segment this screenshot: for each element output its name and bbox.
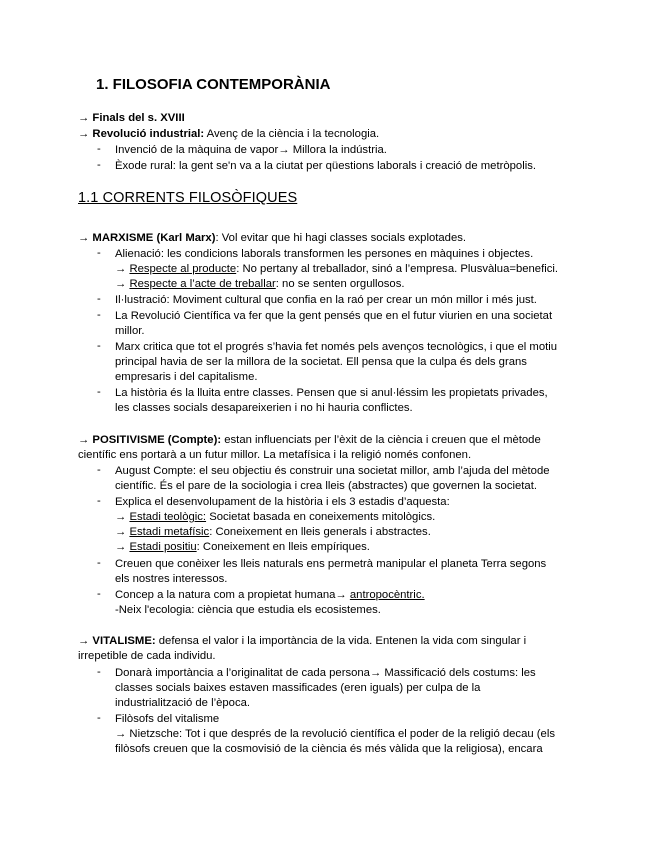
marxisme-heading xyxy=(78,231,466,246)
vitalisme-bullet-originalitat-l2: classes socials baixes estaven massificades (eren iguals) per culpa de la xyxy=(115,682,481,694)
positiu-term: Estadi positiu xyxy=(129,541,197,553)
vitalisme-nietzsche-l1: → Nietzsche: Tot i que després de la revolució científica el poder de la religió decau (els xyxy=(115,728,555,740)
bullet-dash: - xyxy=(97,143,101,155)
revolucio-label: → Revolució industrial: xyxy=(78,128,205,140)
intro-line-revolucio xyxy=(78,127,379,142)
vitalisme-bullet-filosofs: Filòsofs del vitalisme xyxy=(115,713,220,725)
marxisme-bullet-alienacio: Alienació: les condicions laborals transformen les persones en màquines i objectes. xyxy=(115,248,534,260)
positivisme-bullet-natura xyxy=(115,588,425,603)
marxisme-bullet-historia-l2: les classes socials desapareixerien i no hi hauria conflictes. xyxy=(115,402,413,414)
estadi-positiu xyxy=(115,540,370,555)
positivisme-bullet-lleis-l2: els nostres interessos. xyxy=(115,573,228,585)
natura-text: Concep a la natura com a propietat humana→ xyxy=(115,589,350,601)
bullet-dash: - xyxy=(97,159,101,171)
section-subtitle: 1.1 CORRENTS FILOSÒFIQUES xyxy=(78,190,298,206)
estadi-teologic xyxy=(115,510,435,525)
teologic-text: Societat basada en coneixements mitològics. xyxy=(206,511,436,523)
positivisme-bullet-lleis-l1: Creuen que conèixer les lleis naturals ens permetrà manipular el planeta Terra segons xyxy=(115,558,547,570)
vitalisme-intro-l2: irrepetible de cada individu. xyxy=(78,650,216,662)
marxisme-sub-treballar xyxy=(115,277,405,292)
vitalisme-intro-text: defensa el valor i la importància de la vida. Entenen la vida com singular i xyxy=(155,635,527,647)
bullet-dash: - xyxy=(97,386,101,398)
positivisme-heading xyxy=(78,433,541,448)
marxisme-bullet-critica-l2: principal havia de ser la millora de la societat. Ell pensa que la culpa és dels grans xyxy=(115,356,527,368)
marxisme-bullet-revolucio-l2: millor. xyxy=(115,325,145,337)
marxisme-sub-producte xyxy=(115,262,558,277)
positiu-text: : Coneixement en lleis empíriques. xyxy=(196,541,370,553)
intro-bullet-1: Invenció de la màquina de vapor→ Millora la indústria. xyxy=(115,144,387,156)
antropocentric-term: antropocèntric. xyxy=(349,589,425,601)
bullet-dash: - xyxy=(97,666,101,678)
bullet-dash: - xyxy=(97,340,101,352)
positivisme-bullet-compte-l1: August Compte: el seu objectiu és construir una societat millor, amb l’ajuda del mètode xyxy=(115,465,550,477)
marxisme-label: → MARXISME (Karl Marx) xyxy=(78,232,216,244)
page-title: 1. FILOSOFIA CONTEMPORÀNIA xyxy=(96,76,331,93)
marxisme-bullet-illustracio: Il·lustració: Moviment cultural que confia en la raó per crear un món millor i més just. xyxy=(115,294,537,306)
arrow: → xyxy=(115,541,130,553)
revolucio-text: Avenç de la ciència i la tecnologia. xyxy=(204,128,380,140)
metafisic-text: : Coneixement en lleis generals i abstractes. xyxy=(209,526,431,538)
positivisme-intro-l2: científic ens portarà a un futur millor. La metafísica i la religió només confonen. xyxy=(78,449,472,461)
teologic-term: Estadi teològic: xyxy=(129,511,207,523)
estadi-metafisic xyxy=(115,525,431,540)
bullet-dash: - xyxy=(97,464,101,476)
marxisme-bullet-revolucio-l1: La Revolució Científica va fer que la gent pensés que en el futur viurien en una societat xyxy=(115,310,553,322)
bullet-dash: - xyxy=(97,495,101,507)
bullet-dash: - xyxy=(97,293,101,305)
producte-text: : No pertany al treballador, sinó a l’empresa. Plusvàlua=benefici. xyxy=(236,263,559,275)
treballar-text: : no se senten orgullosos. xyxy=(275,278,405,290)
bullet-dash: - xyxy=(97,588,101,600)
marxisme-intro-text: : Vol evitar que hi hagi classes socials explotades. xyxy=(215,232,467,244)
intro-bullet-2: Èxode rural: la gent se'n va a la ciutat per qüestions laborals i creació de metròpolis. xyxy=(115,160,536,172)
marxisme-bullet-critica-l1: Marx critica que tot el progrés s’havia fet només pels avenços tecnològics, i que el motiu xyxy=(115,341,558,353)
arrow: → xyxy=(115,526,130,538)
bullet-dash: - xyxy=(97,309,101,321)
treballar-term: Respecte a l’acte de treballar xyxy=(129,278,276,290)
positivisme-bullet-estadis: Explica el desenvolupament de la història i els 3 estadis d’aquesta: xyxy=(115,496,450,508)
vitalisme-label: → VITALISME: xyxy=(78,635,156,647)
arrow: → xyxy=(115,511,130,523)
positivisme-intro-text: estan influenciats per l’èxit de la ciència i creuen que el mètode xyxy=(221,434,541,446)
producte-term: Respecte al producte xyxy=(129,263,237,275)
bullet-dash: - xyxy=(97,712,101,724)
arrow: → xyxy=(115,278,130,290)
positivisme-ecologia: -Neix l'ecologia: ciència que estudia els ecosistemes. xyxy=(115,604,381,616)
marxisme-bullet-critica-l3: empresaris i del capitalisme. xyxy=(115,371,258,383)
bullet-dash: - xyxy=(97,247,101,259)
vitalisme-bullet-originalitat-l3: industrialització de l’època. xyxy=(115,697,251,709)
arrow: → xyxy=(115,263,130,275)
positivisme-bullet-compte-l2: científic. És el pare de la sociologia i crea lleis (abstractes) que governen la societat. xyxy=(115,480,537,492)
metafisic-term: Estadi metafísic xyxy=(129,526,210,538)
positivisme-label: → POSITIVISME (Compte): xyxy=(78,434,222,446)
vitalisme-heading xyxy=(78,634,526,649)
bullet-dash: - xyxy=(97,557,101,569)
marxisme-bullet-historia-l1: La història és la lluita entre classes. Pensen que si anul·léssim les propietats privades, xyxy=(115,387,548,399)
intro-line-finals: → Finals del s. XVIII xyxy=(78,112,185,124)
vitalisme-nietzsche-l2: filòsofs creuen que la cosmovisió de la ciència és més vàlida que la religiosa), encara xyxy=(115,743,543,755)
vitalisme-bullet-originalitat-l1: Donarà importància a l’originalitat de cada persona→ Massificació dels costums: les xyxy=(115,667,536,679)
